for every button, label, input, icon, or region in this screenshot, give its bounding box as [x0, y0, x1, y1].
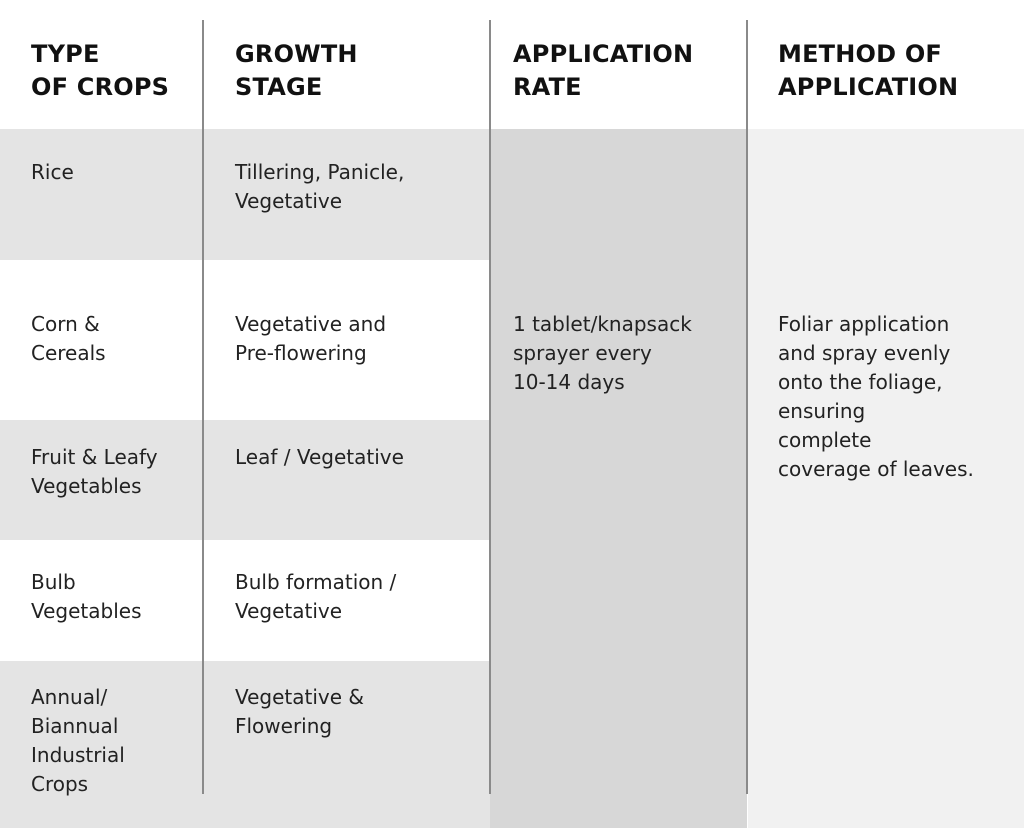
application-rate-column-bg: [490, 129, 747, 828]
column-divider-1: [202, 20, 204, 794]
stage-cell: Tillering, Panicle, Vegetative: [235, 160, 405, 213]
stage-cell: Leaf / Vegetative: [235, 445, 404, 469]
stage-cell: Vegetative and Pre-flowering: [235, 312, 387, 365]
header-application-rate: APPLICATION RATE: [513, 40, 694, 101]
header-method-of-application: METHOD OF APPLICATION: [778, 40, 959, 101]
method-of-application-cell: Foliar application and spray evenly onto the foliage, ensuring complete coverage of leaves.: [778, 312, 974, 481]
column-divider-2: [489, 20, 491, 794]
crop-cell: Corn & Cereals: [31, 312, 106, 365]
crop-cell: Bulb Vegetables: [31, 570, 142, 623]
crop-cell: Rice: [31, 160, 74, 184]
header-growth-stage: GROWTH STAGE: [235, 40, 358, 101]
crop-cell: Annual/ Biannual Industrial Crops: [31, 685, 125, 796]
crop-cell: Fruit & Leafy Vegetables: [31, 445, 158, 498]
column-divider-3: [746, 20, 748, 794]
application-rate-cell: 1 tablet/knapsack sprayer every 10-14 days: [513, 312, 692, 394]
header-type-of-crops: TYPE OF CROPS: [31, 40, 170, 101]
stage-cell: Vegetative & Flowering: [235, 685, 365, 738]
stage-cell: Bulb formation / Vegetative: [235, 570, 397, 623]
